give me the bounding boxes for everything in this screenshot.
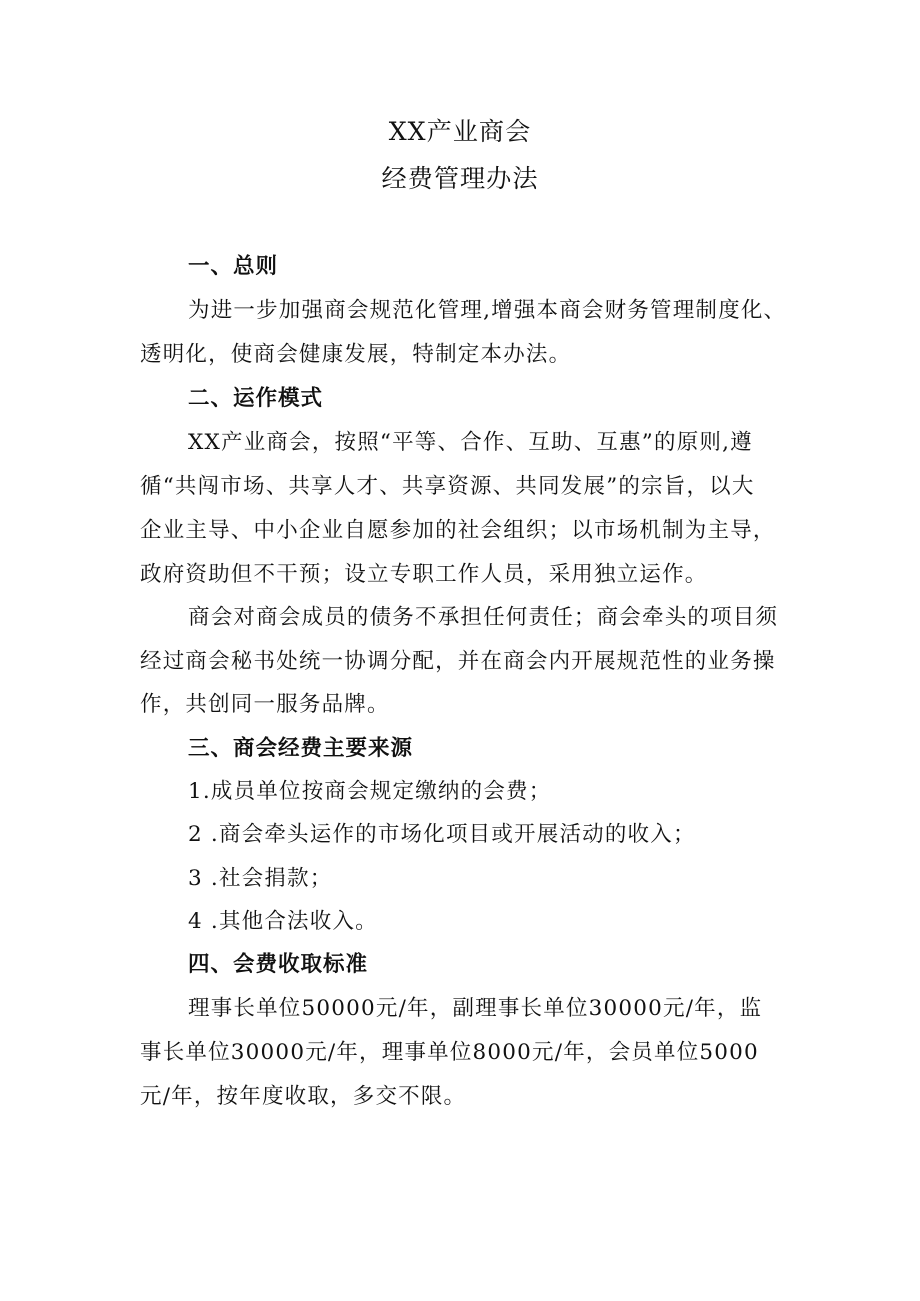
section4-paragraph-line: 理事长单位50000元/年，副理事长单位30000元/年，监 — [188, 996, 763, 1021]
section2-paragraph-line: 作，共创同一服务品牌。 — [140, 692, 390, 717]
section1-paragraph-line: 透明化，使商会健康发展，特制定本办法。 — [140, 342, 572, 367]
document-title-line2: 经费管理办法 — [381, 164, 539, 193]
section2-heading: 二、运作模式 — [188, 386, 324, 411]
section4-paragraph-line: 元/年，按年度收取，多交不限。 — [140, 1084, 467, 1109]
section4-heading: 四、会费收取标准 — [188, 952, 369, 977]
section4-paragraph-line: 事长单位30000元/年，理事单位8000元/年，会员单位5000 — [140, 1040, 759, 1065]
section2-paragraph-line: XX产业商会，按照“平等、合作、互助、互惠”的原则,遵 — [188, 430, 753, 455]
section3-list-item: 3 .社会捐款； — [188, 866, 333, 891]
document-title-line1: XX产业商会 — [388, 117, 532, 146]
section1-paragraph-line: 为进一步加强商会规范化管理,增强本商会财务管理制度化、 — [188, 298, 787, 323]
section2-paragraph-line: 商会对商会成员的债务不承担任何责任；商会牵头的项目须 — [188, 605, 779, 630]
section2-paragraph-line: 政府资助但不干预；设立专职工作人员，采用独立运作。 — [140, 562, 708, 587]
section2-paragraph-line: 循“共闯市场、共享人才、共享资源、共同发展”的宗旨，以大 — [140, 474, 755, 499]
section3-list-item: 4 .其他合法收入。 — [188, 909, 378, 934]
section3-list-item: 2 .商会牵头运作的市场化项目或开展活动的收入； — [188, 822, 696, 847]
section1-heading: 一、总则 — [188, 254, 279, 279]
section2-paragraph-line: 企业主导、中小企业自愿参加的社会组织；以市场机制为主导， — [140, 518, 776, 543]
section2-paragraph-line: 经过商会秘书处统一协调分配，并在商会内开展规范性的业务操 — [140, 649, 776, 674]
section3-heading: 三、商会经费主要来源 — [188, 736, 414, 761]
section3-list-item: 1.成员单位按商会规定缴纳的会费； — [188, 779, 552, 804]
